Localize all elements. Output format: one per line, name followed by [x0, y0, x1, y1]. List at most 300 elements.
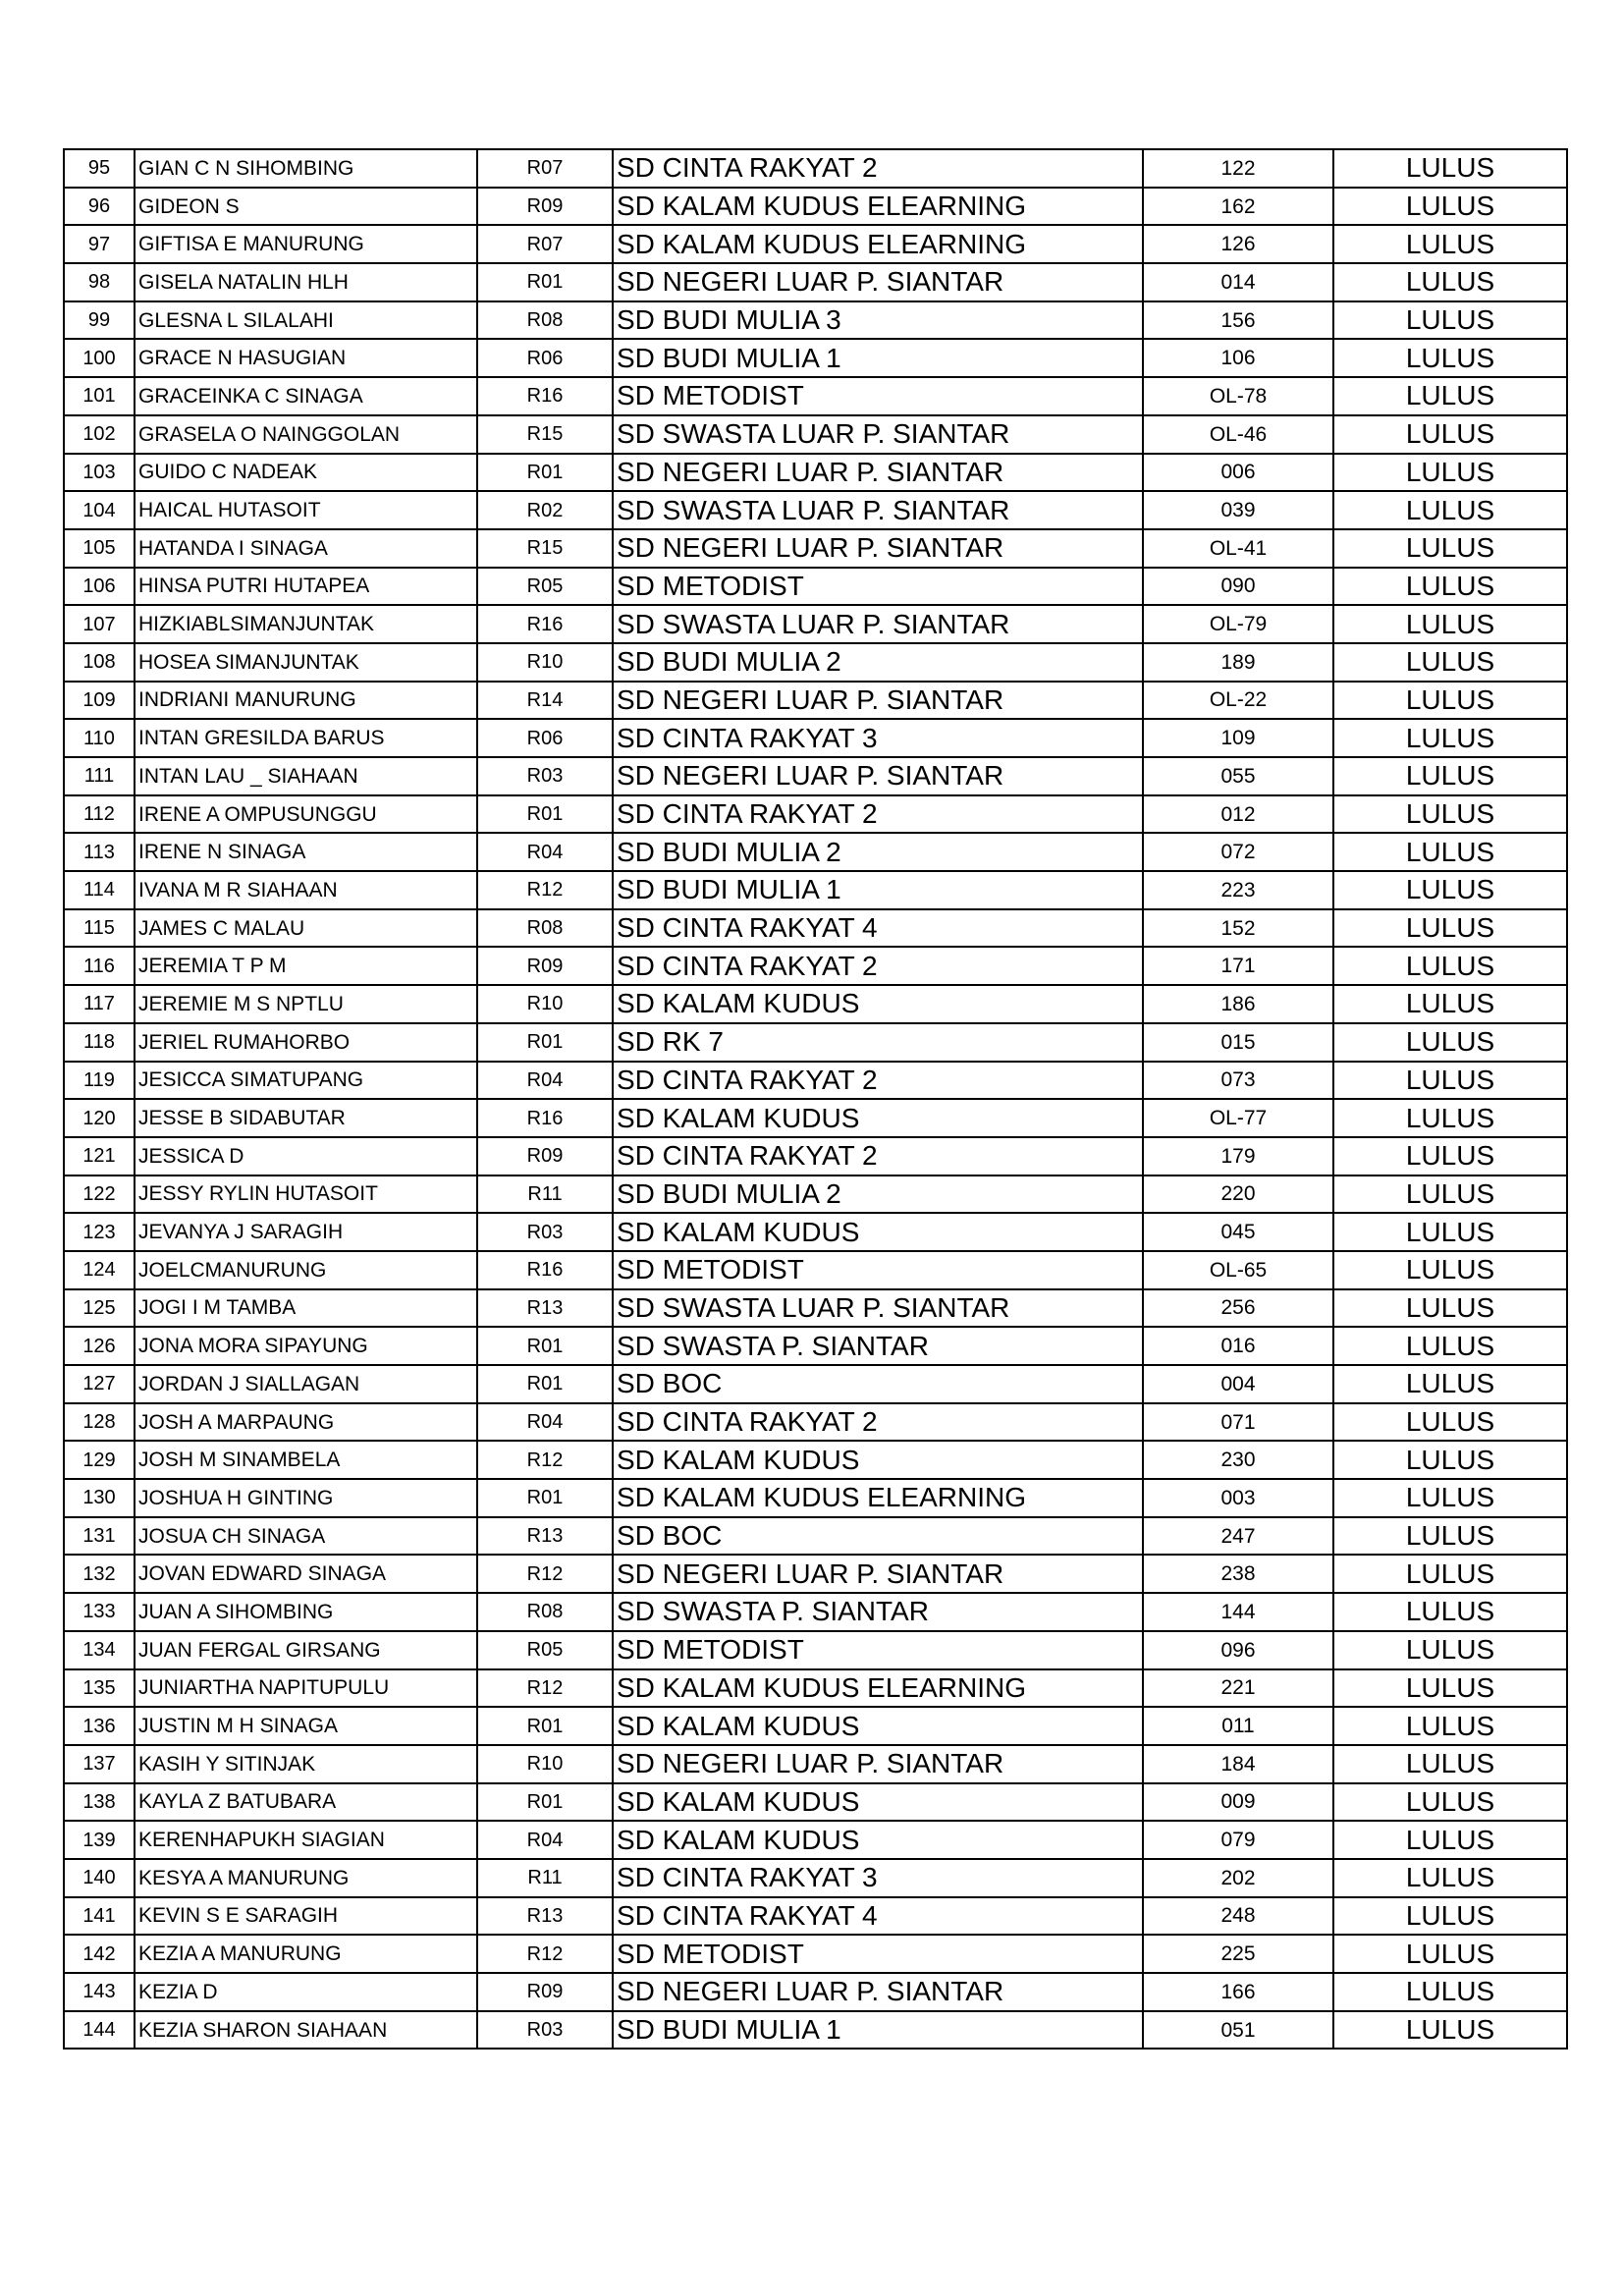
table-row — [64, 1327, 1567, 1365]
status-cell: LULUS — [1333, 188, 1567, 226]
exam-code-cell: 247 — [1143, 1517, 1333, 1556]
school-cell: SD METODIST — [613, 1631, 1143, 1669]
status-cell: LULUS — [1333, 1327, 1567, 1365]
row-number-cell: 119 — [64, 1062, 135, 1100]
room-cell: R13 — [477, 1517, 613, 1556]
exam-code-cell: 189 — [1143, 643, 1333, 682]
exam-code-cell: 015 — [1143, 1023, 1333, 1062]
status-cell: LULUS — [1333, 1289, 1567, 1328]
student-name-cell: JAMES C MALAU — [135, 909, 477, 948]
school-cell: SD SWASTA LUAR P. SIANTAR — [613, 415, 1143, 454]
exam-code-cell: OL-77 — [1143, 1099, 1333, 1137]
status-cell: LULUS — [1333, 415, 1567, 454]
table-row — [64, 1821, 1567, 1859]
room-cell: R16 — [477, 605, 613, 643]
table-row — [64, 833, 1567, 871]
row-number-cell: 106 — [64, 568, 135, 606]
table-row — [64, 568, 1567, 606]
room-cell: R08 — [477, 909, 613, 948]
room-cell: R01 — [477, 1327, 613, 1365]
student-name-cell: IRENE N SINAGA — [135, 833, 477, 871]
exam-code-cell: 179 — [1143, 1137, 1333, 1175]
exam-code-cell: 014 — [1143, 263, 1333, 301]
room-cell: R04 — [477, 1403, 613, 1442]
student-name-cell: JESSE B SIDABUTAR — [135, 1099, 477, 1137]
student-name-cell: JERIEL RUMAHORBO — [135, 1023, 477, 1062]
room-cell: R12 — [477, 1669, 613, 1708]
status-cell: LULUS — [1333, 1745, 1567, 1783]
school-cell: SD METODIST — [613, 568, 1143, 606]
room-cell: R01 — [477, 263, 613, 301]
room-cell: R03 — [477, 1213, 613, 1251]
room-cell: R11 — [477, 1859, 613, 1897]
row-number-cell: 139 — [64, 1821, 135, 1859]
exam-code-cell: 072 — [1143, 833, 1333, 871]
room-cell: R12 — [477, 1555, 613, 1593]
row-number-cell: 124 — [64, 1251, 135, 1289]
row-number-cell: 111 — [64, 757, 135, 795]
room-cell: R12 — [477, 871, 613, 909]
student-name-cell: GISELA NATALIN HLH — [135, 263, 477, 301]
school-cell: SD SWASTA P. SIANTAR — [613, 1593, 1143, 1631]
table-row — [64, 301, 1567, 340]
row-number-cell: 118 — [64, 1023, 135, 1062]
row-number-cell: 100 — [64, 339, 135, 377]
table-row — [64, 1441, 1567, 1479]
room-cell: R08 — [477, 301, 613, 340]
school-cell: SD SWASTA P. SIANTAR — [613, 1327, 1143, 1365]
row-number-cell: 109 — [64, 682, 135, 720]
row-number-cell: 122 — [64, 1175, 135, 1214]
status-cell: LULUS — [1333, 529, 1567, 568]
row-number-cell: 115 — [64, 909, 135, 948]
school-cell: SD BUDI MULIA 2 — [613, 833, 1143, 871]
student-name-cell: JONA MORA SIPAYUNG — [135, 1327, 477, 1365]
room-cell: R05 — [477, 568, 613, 606]
student-name-cell: JOSUA CH SINAGA — [135, 1517, 477, 1556]
row-number-cell: 135 — [64, 1669, 135, 1708]
exam-code-cell: 171 — [1143, 947, 1333, 985]
table-row — [64, 1023, 1567, 1062]
exam-code-cell: 225 — [1143, 1935, 1333, 1973]
status-cell: LULUS — [1333, 833, 1567, 871]
school-cell: SD KALAM KUDUS ELEARNING — [613, 1669, 1143, 1708]
school-cell: SD BUDI MULIA 2 — [613, 643, 1143, 682]
status-cell: LULUS — [1333, 795, 1567, 834]
school-cell: SD NEGERI LUAR P. SIANTAR — [613, 682, 1143, 720]
status-cell: LULUS — [1333, 1365, 1567, 1403]
school-cell: SD RK 7 — [613, 1023, 1143, 1062]
school-cell: SD NEGERI LUAR P. SIANTAR — [613, 454, 1143, 492]
room-cell: R16 — [477, 1099, 613, 1137]
row-number-cell: 138 — [64, 1783, 135, 1822]
status-cell: LULUS — [1333, 1935, 1567, 1973]
school-cell: SD METODIST — [613, 1251, 1143, 1289]
row-number-cell: 131 — [64, 1517, 135, 1556]
status-cell: LULUS — [1333, 1707, 1567, 1745]
table-row — [64, 529, 1567, 568]
student-name-cell: INTAN LAU _ SIAHAAN — [135, 757, 477, 795]
exam-code-cell: 039 — [1143, 491, 1333, 529]
exam-code-cell: 011 — [1143, 1707, 1333, 1745]
school-cell: SD SWASTA LUAR P. SIANTAR — [613, 491, 1143, 529]
table-row — [64, 149, 1567, 188]
school-cell: SD BUDI MULIA 1 — [613, 2011, 1143, 2050]
exam-code-cell: 221 — [1143, 1669, 1333, 1708]
student-name-cell: GRASELA O NAINGGOLAN — [135, 415, 477, 454]
exam-code-cell: 079 — [1143, 1821, 1333, 1859]
row-number-cell: 113 — [64, 833, 135, 871]
exam-code-cell: 256 — [1143, 1289, 1333, 1328]
exam-code-cell: 009 — [1143, 1783, 1333, 1822]
row-number-cell: 121 — [64, 1137, 135, 1175]
school-cell: SD CINTA RAKYAT 3 — [613, 719, 1143, 757]
room-cell: R01 — [477, 1023, 613, 1062]
student-name-cell: GRACEINKA C SINAGA — [135, 377, 477, 415]
student-name-cell: JUNIARTHA NAPITUPULU — [135, 1669, 477, 1708]
room-cell: R01 — [477, 1365, 613, 1403]
table-row — [64, 1745, 1567, 1783]
room-cell: R06 — [477, 719, 613, 757]
school-cell: SD BOC — [613, 1517, 1143, 1556]
table-row — [64, 2011, 1567, 2050]
exam-code-cell: OL-78 — [1143, 377, 1333, 415]
status-cell: LULUS — [1333, 719, 1567, 757]
student-name-cell: JEREMIA T P M — [135, 947, 477, 985]
row-number-cell: 107 — [64, 605, 135, 643]
student-name-cell: JEREMIE M S NPTLU — [135, 985, 477, 1023]
school-cell: SD KALAM KUDUS ELEARNING — [613, 225, 1143, 263]
room-cell: R15 — [477, 415, 613, 454]
row-number-cell: 98 — [64, 263, 135, 301]
row-number-cell: 125 — [64, 1289, 135, 1328]
school-cell: SD NEGERI LUAR P. SIANTAR — [613, 1555, 1143, 1593]
row-number-cell: 129 — [64, 1441, 135, 1479]
student-name-cell: JOELCMANURUNG — [135, 1251, 477, 1289]
student-name-cell: HATANDA I SINAGA — [135, 529, 477, 568]
room-cell: R07 — [477, 149, 613, 188]
student-name-cell: HAICAL HUTASOIT — [135, 491, 477, 529]
student-name-cell: JUSTIN M H SINAGA — [135, 1707, 477, 1745]
exam-code-cell: 106 — [1143, 339, 1333, 377]
room-cell: R04 — [477, 1821, 613, 1859]
student-name-cell: KESYA A MANURUNG — [135, 1859, 477, 1897]
exam-code-cell: 156 — [1143, 301, 1333, 340]
school-cell: SD METODIST — [613, 1935, 1143, 1973]
table-row — [64, 1517, 1567, 1556]
student-name-cell: KEZIA A MANURUNG — [135, 1935, 477, 1973]
table-row — [64, 757, 1567, 795]
status-cell: LULUS — [1333, 1175, 1567, 1214]
room-cell: R09 — [477, 188, 613, 226]
school-cell: SD KALAM KUDUS — [613, 1707, 1143, 1745]
row-number-cell: 126 — [64, 1327, 135, 1365]
school-cell: SD CINTA RAKYAT 2 — [613, 795, 1143, 834]
table-row — [64, 1631, 1567, 1669]
exam-code-cell: OL-65 — [1143, 1251, 1333, 1289]
exam-code-cell: 122 — [1143, 149, 1333, 188]
row-number-cell: 95 — [64, 149, 135, 188]
status-cell: LULUS — [1333, 1137, 1567, 1175]
exam-code-cell: 090 — [1143, 568, 1333, 606]
student-name-cell: GUIDO C NADEAK — [135, 454, 477, 492]
exam-code-cell: 051 — [1143, 2011, 1333, 2050]
student-name-cell: IRENE A OMPUSUNGGU — [135, 795, 477, 834]
status-cell: LULUS — [1333, 263, 1567, 301]
status-cell: LULUS — [1333, 377, 1567, 415]
status-cell: LULUS — [1333, 1479, 1567, 1517]
school-cell: SD BOC — [613, 1365, 1143, 1403]
student-name-cell: INDRIANI MANURUNG — [135, 682, 477, 720]
status-cell: LULUS — [1333, 1213, 1567, 1251]
room-cell: R16 — [477, 377, 613, 415]
exam-code-cell: 055 — [1143, 757, 1333, 795]
table-row — [64, 188, 1567, 226]
table-row — [64, 1973, 1567, 2011]
school-cell: SD KALAM KUDUS ELEARNING — [613, 188, 1143, 226]
room-cell: R11 — [477, 1175, 613, 1214]
status-cell: LULUS — [1333, 947, 1567, 985]
exam-code-cell: OL-41 — [1143, 529, 1333, 568]
student-name-cell: HINSA PUTRI HUTAPEA — [135, 568, 477, 606]
table-row — [64, 377, 1567, 415]
table-row — [64, 1859, 1567, 1897]
room-cell: R14 — [477, 682, 613, 720]
room-cell: R01 — [477, 454, 613, 492]
row-number-cell: 112 — [64, 795, 135, 834]
table-row — [64, 1213, 1567, 1251]
room-cell: R16 — [477, 1251, 613, 1289]
table-row — [64, 1062, 1567, 1100]
student-name-cell: JUAN FERGAL GIRSANG — [135, 1631, 477, 1669]
row-number-cell: 130 — [64, 1479, 135, 1517]
status-cell: LULUS — [1333, 1099, 1567, 1137]
school-cell: SD BUDI MULIA 1 — [613, 339, 1143, 377]
exam-code-cell: 166 — [1143, 1973, 1333, 2011]
row-number-cell: 142 — [64, 1935, 135, 1973]
status-cell: LULUS — [1333, 301, 1567, 340]
student-name-cell: KEZIA SHARON SIAHAAN — [135, 2011, 477, 2050]
row-number-cell: 114 — [64, 871, 135, 909]
row-number-cell: 137 — [64, 1745, 135, 1783]
room-cell: R07 — [477, 225, 613, 263]
status-cell: LULUS — [1333, 871, 1567, 909]
row-number-cell: 99 — [64, 301, 135, 340]
row-number-cell: 143 — [64, 1973, 135, 2011]
row-number-cell: 132 — [64, 1555, 135, 1593]
row-number-cell: 140 — [64, 1859, 135, 1897]
status-cell: LULUS — [1333, 1897, 1567, 1936]
status-cell: LULUS — [1333, 682, 1567, 720]
school-cell: SD BUDI MULIA 3 — [613, 301, 1143, 340]
row-number-cell: 144 — [64, 2011, 135, 2050]
table-row — [64, 719, 1567, 757]
room-cell: R05 — [477, 1631, 613, 1669]
table-row — [64, 871, 1567, 909]
table-row — [64, 1669, 1567, 1708]
student-name-cell: JOGI I M TAMBA — [135, 1289, 477, 1328]
exam-code-cell: 045 — [1143, 1213, 1333, 1251]
row-number-cell: 97 — [64, 225, 135, 263]
status-cell: LULUS — [1333, 1593, 1567, 1631]
exam-code-cell: 248 — [1143, 1897, 1333, 1936]
student-name-cell: KERENHAPUKH SIAGIAN — [135, 1821, 477, 1859]
table-row — [64, 643, 1567, 682]
exam-code-cell: 223 — [1143, 871, 1333, 909]
row-number-cell: 134 — [64, 1631, 135, 1669]
student-name-cell: KEVIN S E SARAGIH — [135, 1897, 477, 1936]
room-cell: R09 — [477, 947, 613, 985]
row-number-cell: 110 — [64, 719, 135, 757]
row-number-cell: 136 — [64, 1707, 135, 1745]
status-cell: LULUS — [1333, 1441, 1567, 1479]
table-row — [64, 454, 1567, 492]
status-cell: LULUS — [1333, 1973, 1567, 2011]
student-name-cell: JESSY RYLIN HUTASOIT — [135, 1175, 477, 1214]
room-cell: R01 — [477, 795, 613, 834]
school-cell: SD KALAM KUDUS — [613, 1099, 1143, 1137]
status-cell: LULUS — [1333, 605, 1567, 643]
student-name-cell: IVANA M R SIAHAAN — [135, 871, 477, 909]
student-name-cell: GRACE N HASUGIAN — [135, 339, 477, 377]
exam-code-cell: 144 — [1143, 1593, 1333, 1631]
school-cell: SD SWASTA LUAR P. SIANTAR — [613, 605, 1143, 643]
school-cell: SD CINTA RAKYAT 2 — [613, 149, 1143, 188]
table-row — [64, 1897, 1567, 1936]
status-cell: LULUS — [1333, 568, 1567, 606]
row-number-cell: 117 — [64, 985, 135, 1023]
row-number-cell: 123 — [64, 1213, 135, 1251]
exam-code-cell: 152 — [1143, 909, 1333, 948]
status-cell: LULUS — [1333, 1251, 1567, 1289]
student-name-cell: HIZKIABLSIMANJUNTAK — [135, 605, 477, 643]
student-name-cell: GLESNA L SILALAHI — [135, 301, 477, 340]
room-cell: R02 — [477, 491, 613, 529]
row-number-cell: 104 — [64, 491, 135, 529]
room-cell: R01 — [477, 1783, 613, 1822]
school-cell: SD KALAM KUDUS ELEARNING — [613, 1479, 1143, 1517]
student-name-cell: JESICCA SIMATUPANG — [135, 1062, 477, 1100]
status-cell: LULUS — [1333, 491, 1567, 529]
school-cell: SD CINTA RAKYAT 2 — [613, 1403, 1143, 1442]
room-cell: R04 — [477, 833, 613, 871]
school-cell: SD CINTA RAKYAT 2 — [613, 1137, 1143, 1175]
school-cell: SD BUDI MULIA 1 — [613, 871, 1143, 909]
table-row — [64, 1137, 1567, 1175]
row-number-cell: 101 — [64, 377, 135, 415]
school-cell: SD CINTA RAKYAT 4 — [613, 1897, 1143, 1936]
status-cell: LULUS — [1333, 1517, 1567, 1556]
status-cell: LULUS — [1333, 1859, 1567, 1897]
table-row — [64, 1593, 1567, 1631]
exam-code-cell: 073 — [1143, 1062, 1333, 1100]
exam-code-cell: 012 — [1143, 795, 1333, 834]
table-row — [64, 1289, 1567, 1328]
results-table-body — [64, 149, 1567, 2049]
school-cell: SD NEGERI LUAR P. SIANTAR — [613, 529, 1143, 568]
school-cell: SD NEGERI LUAR P. SIANTAR — [613, 1745, 1143, 1783]
room-cell: R13 — [477, 1289, 613, 1328]
room-cell: R12 — [477, 1935, 613, 1973]
status-cell: LULUS — [1333, 454, 1567, 492]
exam-code-cell: 006 — [1143, 454, 1333, 492]
school-cell: SD CINTA RAKYAT 3 — [613, 1859, 1143, 1897]
table-row — [64, 491, 1567, 529]
room-cell: R12 — [477, 1441, 613, 1479]
school-cell: SD NEGERI LUAR P. SIANTAR — [613, 263, 1143, 301]
table-row — [64, 1707, 1567, 1745]
table-row — [64, 795, 1567, 834]
table-row — [64, 682, 1567, 720]
row-number-cell: 108 — [64, 643, 135, 682]
room-cell: R15 — [477, 529, 613, 568]
school-cell: SD KALAM KUDUS — [613, 1213, 1143, 1251]
table-row — [64, 1251, 1567, 1289]
school-cell: SD KALAM KUDUS — [613, 1441, 1143, 1479]
status-cell: LULUS — [1333, 1062, 1567, 1100]
table-row — [64, 909, 1567, 948]
school-cell: SD KALAM KUDUS — [613, 1821, 1143, 1859]
status-cell: LULUS — [1333, 1023, 1567, 1062]
room-cell: R10 — [477, 985, 613, 1023]
student-name-cell: GIFTISA E MANURUNG — [135, 225, 477, 263]
status-cell: LULUS — [1333, 1631, 1567, 1669]
exam-code-cell: 071 — [1143, 1403, 1333, 1442]
room-cell: R10 — [477, 643, 613, 682]
table-row — [64, 1935, 1567, 1973]
table-row — [64, 1175, 1567, 1214]
status-cell: LULUS — [1333, 1783, 1567, 1822]
row-number-cell: 96 — [64, 188, 135, 226]
school-cell: SD NEGERI LUAR P. SIANTAR — [613, 1973, 1143, 2011]
exam-code-cell: OL-22 — [1143, 682, 1333, 720]
row-number-cell: 128 — [64, 1403, 135, 1442]
table-row — [64, 985, 1567, 1023]
room-cell: R08 — [477, 1593, 613, 1631]
status-cell: LULUS — [1333, 985, 1567, 1023]
table-row — [64, 225, 1567, 263]
exam-code-cell: OL-46 — [1143, 415, 1333, 454]
row-number-cell: 120 — [64, 1099, 135, 1137]
school-cell: SD NEGERI LUAR P. SIANTAR — [613, 757, 1143, 795]
row-number-cell: 127 — [64, 1365, 135, 1403]
student-name-cell: JOSHUA H GINTING — [135, 1479, 477, 1517]
exam-code-cell: OL-79 — [1143, 605, 1333, 643]
table-row — [64, 1555, 1567, 1593]
table-row — [64, 1365, 1567, 1403]
room-cell: R06 — [477, 339, 613, 377]
student-name-cell: KASIH Y SITINJAK — [135, 1745, 477, 1783]
table-row — [64, 947, 1567, 985]
student-name-cell: JUAN A SIHOMBING — [135, 1593, 477, 1631]
student-name-cell: INTAN GRESILDA BARUS — [135, 719, 477, 757]
school-cell: SD CINTA RAKYAT 2 — [613, 1062, 1143, 1100]
table-row — [64, 1403, 1567, 1442]
room-cell: R03 — [477, 2011, 613, 2050]
student-name-cell: JESSICA D — [135, 1137, 477, 1175]
status-cell: LULUS — [1333, 149, 1567, 188]
school-cell: SD METODIST — [613, 377, 1143, 415]
student-name-cell: GIAN C N SIHOMBING — [135, 149, 477, 188]
exam-code-cell: 004 — [1143, 1365, 1333, 1403]
status-cell: LULUS — [1333, 1403, 1567, 1442]
exam-code-cell: 220 — [1143, 1175, 1333, 1214]
student-name-cell: JOVAN EDWARD SINAGA — [135, 1555, 477, 1593]
row-number-cell: 133 — [64, 1593, 135, 1631]
exam-code-cell: 096 — [1143, 1631, 1333, 1669]
room-cell: R09 — [477, 1137, 613, 1175]
status-cell: LULUS — [1333, 757, 1567, 795]
